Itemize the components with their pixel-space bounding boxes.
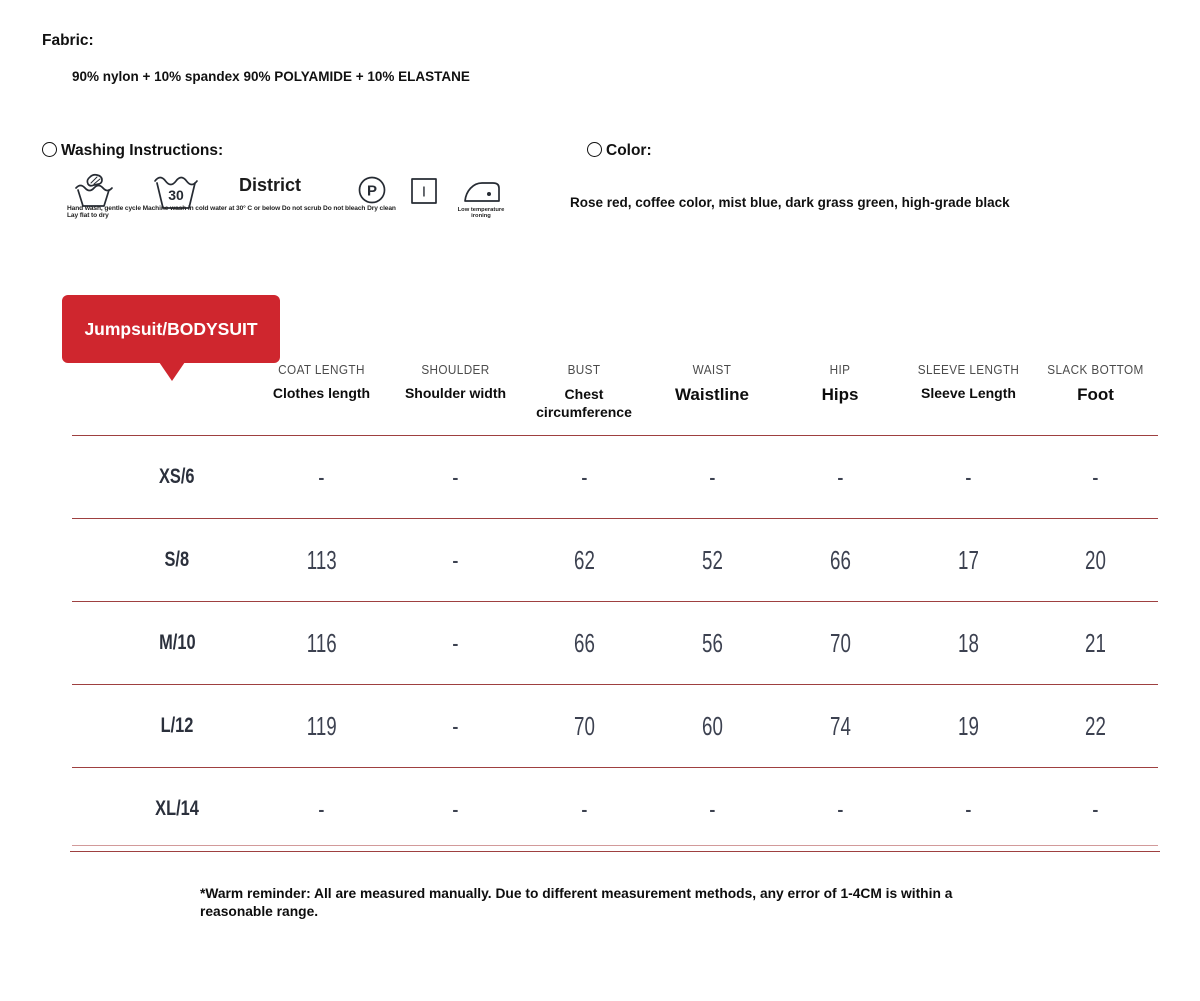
color-options-text: Rose red, coffee color, mist blue, dark grass green, high-grade black: [570, 195, 1010, 210]
table-cell: -: [452, 793, 459, 824]
table-cell: 20: [1085, 544, 1106, 575]
table-cell: -: [452, 710, 459, 741]
dry-clean-letter: P: [366, 182, 378, 200]
color-label: Color:: [606, 142, 652, 159]
box-i-icon: [410, 177, 438, 205]
table-cell: -: [965, 461, 972, 492]
size-label: S/8: [164, 548, 190, 571]
table-cell: 119: [306, 710, 337, 741]
column-header-label: Sleeve Length: [921, 385, 1016, 401]
table-cell: -: [580, 793, 588, 824]
table-cell: 66: [829, 544, 851, 575]
table-cell: -: [318, 461, 325, 492]
circle-bullet-icon: [42, 142, 57, 157]
table-cell: 116: [306, 627, 337, 658]
column-header-label: Waistline: [675, 385, 749, 404]
table-bottom-line-dark: [70, 851, 1160, 852]
washing-instructions-label: Washing Instructions:: [61, 142, 224, 159]
table-cell: -: [708, 793, 716, 824]
table-row: [72, 684, 1158, 767]
hand-wash-icon: [73, 173, 115, 209]
table-cell: 22: [1085, 710, 1106, 741]
table-cell: 70: [573, 710, 595, 741]
district-label: District: [239, 175, 302, 195]
table-cell: -: [452, 461, 459, 492]
size-label: L/12: [160, 714, 194, 737]
washing-instructions-heading: [42, 142, 223, 160]
table-bottom-line-light: [72, 845, 1158, 846]
table-cell: 52: [701, 544, 723, 575]
table-cell: 18: [958, 627, 979, 658]
table-cell: 21: [1085, 627, 1106, 658]
table-cell: 17: [958, 544, 979, 575]
size-label: M/10: [158, 631, 196, 654]
column-header-top: SHOULDER: [421, 363, 490, 377]
size-label: XL/14: [155, 797, 199, 820]
table-cell: 60: [701, 710, 723, 741]
table-cell: 66: [573, 627, 595, 658]
table-cell: -: [1092, 793, 1099, 824]
column-header-top: COAT LENGTH: [278, 363, 365, 377]
column-header-top: SLACK BOTTOM: [1047, 363, 1144, 377]
column-header-top: WAIST: [692, 363, 732, 377]
table-cell: -: [580, 461, 588, 492]
column-header-label: Shoulder width: [404, 385, 507, 401]
dry-clean-circle-p-icon: [357, 175, 387, 205]
box-letter: I: [421, 183, 427, 201]
table-row: [72, 767, 1158, 850]
column-header-top: BUST: [567, 363, 601, 377]
table-row: [72, 518, 1158, 601]
size-chart-table: [72, 355, 1158, 850]
fabric-heading: Fabric:: [42, 32, 94, 49]
table-row: [72, 601, 1158, 684]
table-cell: 74: [829, 710, 851, 741]
table-cell: -: [452, 627, 459, 658]
washing-caption: Hand wash, gentle cycle Machine wash in cold water at 30° C or below Do not scrub Do not bleach Dry clean Lay flat to dry: [67, 205, 396, 219]
column-header-top: HIP: [829, 363, 851, 377]
table-cell: 56: [701, 627, 723, 658]
iron-caption: Low temperature ironing: [457, 207, 505, 219]
table-cell: -: [452, 544, 459, 575]
table-header-top-row: [72, 355, 1158, 377]
table-cell: -: [1092, 461, 1099, 492]
table-cell: -: [708, 461, 716, 492]
column-header-top: SLEEVE LENGTH: [917, 363, 1020, 377]
column-header-label: Clothes length: [272, 385, 371, 401]
table-header-sub-row: [72, 377, 1158, 435]
table-row: [72, 435, 1158, 518]
table-cell: -: [836, 793, 844, 824]
column-header-label: Chest circumference: [536, 386, 632, 421]
color-heading: [587, 142, 652, 160]
wash-temp-label: 30: [168, 187, 184, 203]
iron-icon: [462, 176, 502, 206]
table-cell: 62: [573, 544, 595, 575]
table-cell: -: [318, 793, 325, 824]
table-cell: 70: [829, 627, 851, 658]
warm-reminder-note: *Warm reminder: All are measured manually. Due to different measurement methods, any error of 1-4CM is within a reasonable range.: [200, 886, 953, 919]
fabric-content: 90% nylon + 10% spandex 90% POLYAMIDE + 10% ELASTANE: [72, 69, 470, 84]
column-header-label: Foot: [1077, 385, 1114, 404]
size-chart-badge: Jumpsuit/BODYSUIT: [62, 295, 280, 363]
table-cell: -: [836, 461, 844, 492]
column-header-label: Hips: [821, 385, 859, 404]
table-cell: 113: [306, 544, 337, 575]
table-cell: -: [965, 793, 972, 824]
table-cell: 19: [958, 710, 979, 741]
size-label: XS/6: [159, 465, 195, 488]
circle-bullet-icon: [587, 142, 602, 157]
